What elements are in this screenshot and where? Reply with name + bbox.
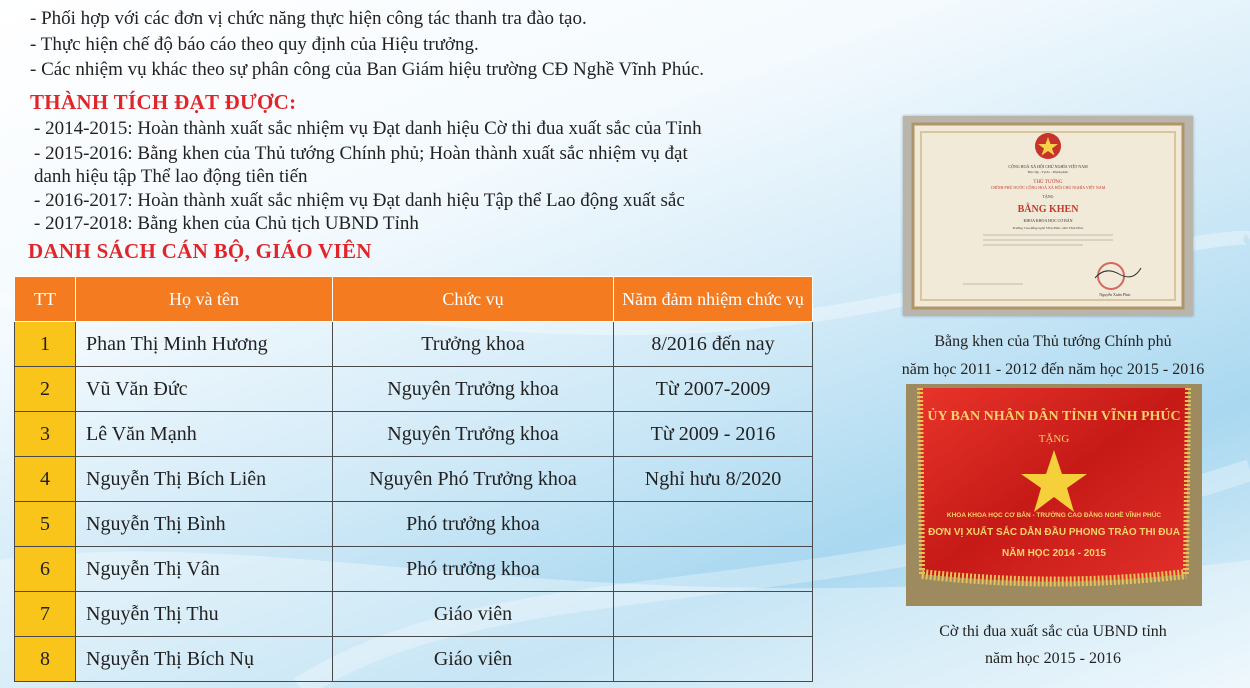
row-name: Nguyễn Thị Bích Nụ (76, 637, 333, 682)
flag-line-2: TẶNG (1038, 433, 1070, 445)
achievement-line-1: - 2014-2015: Hoàn thành xuất sắc nhiệm vụ Đạt danh hiệu Cờ thi đua xuất sắc của Tỉnh (34, 118, 702, 139)
row-name: Nguyễn Thị Thu (76, 592, 333, 637)
row-term (614, 637, 813, 682)
row-index: 3 (15, 412, 76, 457)
achievement-line-3: danh hiệu tập Thể lao động tiên tiến (34, 166, 308, 187)
row-name: Nguyễn Thị Vân (76, 547, 333, 592)
row-index: 4 (15, 457, 76, 502)
certificate-caption-2: năm học 2011 - 2012 đến năm học 2015 - 2016 (901, 361, 1205, 378)
cert-header: CỘNG HOÀ XÃ HỘI CHỦ NGHĨA VIỆT NAM (1008, 164, 1088, 169)
row-position: Giáo viên (333, 592, 614, 637)
row-term: 8/2016 đến nay (614, 322, 813, 367)
cert-recipient: KHOA KHOA HỌC CƠ BẢN (1023, 218, 1073, 223)
achievement-line-5: - 2017-2018: Bằng khen của Chủ tịch UBND Tỉnh (34, 213, 419, 234)
header-position: Chức vụ (333, 277, 614, 322)
row-position: Nguyên Trưởng khoa (333, 367, 614, 412)
table-header-row (15, 277, 813, 322)
cert-signer: Nguyễn Xuân Phúc (1099, 292, 1131, 297)
duty-line-1: - Phối hợp với các đơn vị chức năng thực hiện công tác thanh tra đào tạo. (30, 8, 587, 29)
row-term: Nghỉ hưu 8/2020 (614, 457, 813, 502)
row-term (614, 547, 813, 592)
duty-line-3: - Các nhiệm vụ khác theo sự phân công của Ban Giám hiệu trường CĐ Nghề Vĩnh Phúc. (30, 59, 705, 80)
row-term: Từ 2007-2009 (614, 367, 813, 412)
table-row (15, 502, 813, 547)
table-row (15, 367, 813, 412)
table-row (15, 322, 813, 367)
table-row (15, 547, 813, 592)
certificate-illustration (903, 116, 1193, 316)
row-index: 8 (15, 637, 76, 682)
flag-line-5: NĂM HỌC 2014 - 2015 (1002, 548, 1106, 559)
staff-heading: DANH SÁCH CÁN BỘ, GIÁO VIÊN (28, 239, 372, 263)
row-index: 5 (15, 502, 76, 547)
flag-illustration (906, 384, 1202, 606)
row-position: Phó trưởng khoa (333, 547, 614, 592)
flag-line-1: ỦY BAN NHÂN DÂN TỈNH VĨNH PHÚC (927, 409, 1181, 424)
cert-title: BẰNG KHEN (1017, 204, 1079, 215)
row-position: Nguyên Phó Trưởng khoa (333, 457, 614, 502)
flag-line-3: KHOA KHOA HỌC CƠ BẢN - TRƯỜNG CAO ĐẲNG NGHỀ VĨNH PHÚC (946, 512, 1162, 519)
row-term (614, 592, 813, 637)
row-position: Giáo viên (333, 637, 614, 682)
header-term: Năm đảm nhiệm chức vụ (614, 277, 813, 322)
row-index: 2 (15, 367, 76, 412)
achievement-line-4: - 2016-2017: Hoàn thành xuất sắc nhiệm vụ Đạt danh hiệu Tập thể Lao động xuất sắc (34, 190, 685, 211)
cert-motto: Độc lập - Tự do - Hạnh phúc (1027, 170, 1069, 174)
row-position: Nguyên Trưởng khoa (333, 412, 614, 457)
duty-line-2: - Thực hiện chế độ báo cáo theo quy định của Hiệu trưởng. (30, 34, 479, 55)
header-name: Họ và tên (76, 277, 333, 322)
certificate-caption-1: Bằng khen của Thủ tướng Chính phủ (934, 333, 1172, 350)
certificate-photo (903, 116, 1193, 316)
achievement-line-2: - 2015-2016: Bằng khen của Thủ tướng Chính phủ; Hoàn thành xuất sắc nhiệm vụ đạt (34, 143, 688, 164)
row-name: Phan Thị Minh Hương (76, 322, 333, 367)
row-term (614, 502, 813, 547)
row-index: 6 (15, 547, 76, 592)
flag-caption-2: năm học 2015 - 2016 (985, 650, 1121, 667)
flag-caption-1: Cờ thi đua xuất sắc của UBND tỉnh (939, 623, 1167, 640)
row-term: Từ 2009 - 2016 (614, 412, 813, 457)
cert-tang: TẶNG (1042, 194, 1054, 199)
cert-issuer: THỦ TƯỚNG (1033, 180, 1063, 185)
staff-table (14, 276, 813, 682)
row-name: Nguyễn Thị Bích Liên (76, 457, 333, 502)
table-row (15, 412, 813, 457)
cert-issuer-sub: CHÍNH PHỦ NƯỚC CỘNG HOÀ XÃ HỘI CHỦ NGHĨA VIỆT NAM (990, 185, 1106, 190)
table-row (15, 637, 813, 682)
table-row (15, 592, 813, 637)
row-index: 1 (15, 322, 76, 367)
header-tt: TT (15, 277, 76, 322)
row-position: Trưởng khoa (333, 322, 614, 367)
row-name: Vũ Văn Đức (76, 367, 333, 412)
row-index: 7 (15, 592, 76, 637)
row-name: Lê Văn Mạnh (76, 412, 333, 457)
row-name: Nguyễn Thị Bình (76, 502, 333, 547)
row-position: Phó trưởng khoa (333, 502, 614, 547)
flag-photo (906, 384, 1202, 606)
table-row (15, 457, 813, 502)
achievements-heading: THÀNH TÍCH ĐẠT ĐƯỢC: (30, 90, 297, 114)
flag-line-4: ĐƠN VỊ XUẤT SẮC DẪN ĐẦU PHONG TRÀO THI ĐUA (928, 527, 1180, 538)
cert-school: Trường Cao đẳng nghề Vĩnh Phúc, tỉnh Vĩnh Phúc (1012, 226, 1084, 230)
